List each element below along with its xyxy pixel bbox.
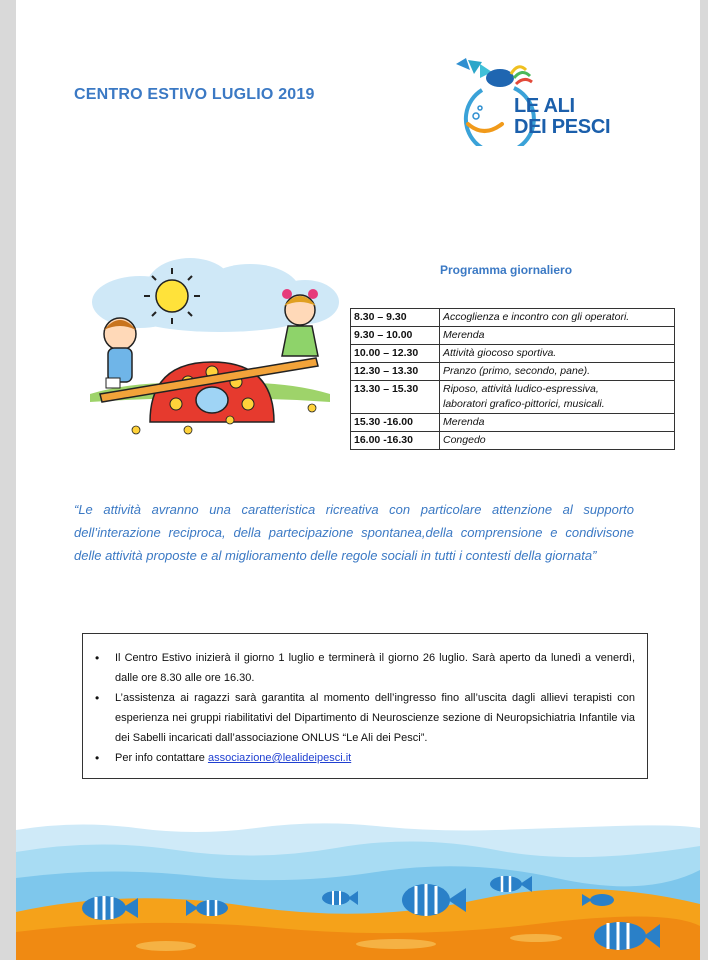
logo-text-line1: LE ALI bbox=[514, 95, 575, 117]
time-cell: 10.00 – 12.30 bbox=[351, 345, 440, 363]
quote-paragraph: “Le attività avranno una caratteristica ricreativa con particolare attenzione al supporto dell’interazione reciproca, della partecipazione spontanea,della comprensione e condivisone delle attività proposte e al miglioramento delle regole sociali in tutti i contesti della giornata” bbox=[74, 502, 634, 563]
info-text: Il Centro Estivo inizierà il giorno 1 luglio e terminerà il giorno 26 luglio. Sarà aperto da lunedì a venerdì, dalle ore 8.30 alle ore 16.30. bbox=[115, 652, 635, 684]
list-item bbox=[95, 648, 635, 688]
info-list bbox=[83, 634, 647, 768]
time-cell: 15.30 -16.00 bbox=[351, 414, 440, 432]
activity-cell: Merenda bbox=[440, 414, 675, 432]
table-row bbox=[351, 432, 675, 450]
time-cell: 9.30 – 10.00 bbox=[351, 327, 440, 345]
schedule-table bbox=[350, 308, 675, 450]
bullet-icon: • bbox=[95, 691, 100, 705]
schedule-title: Programma giornaliero bbox=[440, 263, 573, 277]
sea-fish-footer-illustration bbox=[16, 808, 700, 960]
time-cell: 8.30 – 9.30 bbox=[351, 309, 440, 327]
bullet-icon: • bbox=[95, 751, 100, 765]
activity-line: Riposo, attività ludico-espressiva, bbox=[443, 383, 599, 395]
page-title: CENTRO ESTIVO LUGLIO 2019 bbox=[74, 86, 315, 103]
activity-cell: Pranzo (primo, secondo, pane). bbox=[440, 363, 675, 381]
time-cell: 13.30 – 15.30 bbox=[351, 381, 440, 414]
list-item bbox=[95, 748, 635, 768]
table-row bbox=[351, 345, 675, 363]
email-link[interactable]: associazione@lealideipesci.it bbox=[207, 752, 352, 764]
activity-cell: Merenda bbox=[440, 327, 675, 345]
kids-seesaw-illustration bbox=[80, 244, 344, 442]
info-text: Per info contattare bbox=[115, 752, 208, 764]
table-row bbox=[351, 363, 675, 381]
info-text: L’assistenza ai ragazzi sarà garantita al momento dell’ingresso fino all’uscita dagli allievi terapisti con esperienza nei gruppi riabilitativi del Dipartimento di Neuroscienze sezione di Neuropsichiatria Infantile via dei Sabelli incaricati dall’associazione ONLUS “Le Ali dei Pesci”. bbox=[115, 692, 635, 744]
table-row bbox=[351, 309, 675, 327]
bullet-icon: • bbox=[95, 651, 100, 665]
logo-text-line2: DEI PESCI bbox=[514, 116, 611, 138]
activity-cell: Attività giocoso sportiva. bbox=[440, 345, 675, 363]
time-cell: 12.30 – 13.30 bbox=[351, 363, 440, 381]
table-row bbox=[351, 327, 675, 345]
list-item bbox=[95, 688, 635, 748]
boy-icon bbox=[104, 318, 136, 388]
activity-cell bbox=[440, 381, 675, 414]
activity-cell: Congedo bbox=[440, 432, 675, 450]
time-cell: 16.00 -16.30 bbox=[351, 432, 440, 450]
document-page bbox=[16, 0, 700, 960]
info-box bbox=[82, 633, 648, 779]
table-row bbox=[351, 414, 675, 432]
table-row bbox=[351, 381, 675, 414]
activity-line: laboratori grafico-pittorici, musicali. bbox=[443, 398, 605, 410]
activity-cell: Accoglienza e incontro con gli operatori. bbox=[440, 309, 675, 327]
